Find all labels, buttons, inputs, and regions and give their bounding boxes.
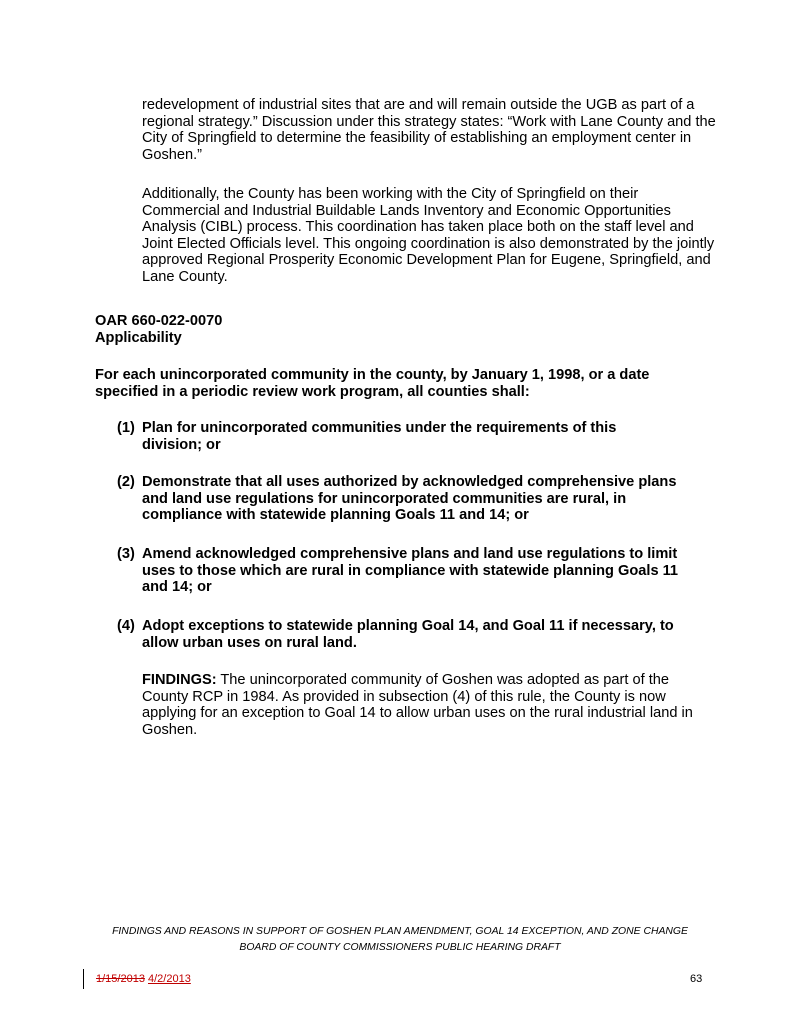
list-item-text: Adopt exceptions to statewide planning Goal 14, and Goal 11 if necessary, to allow urban uses on rural land. — [142, 618, 674, 651]
rule-intro: For each unincorporated community in the county, by January 1, 1998, or a date specified in a periodic review work program, all counties shall: — [95, 367, 650, 400]
revision-bar — [83, 969, 84, 989]
list-item — [117, 618, 717, 651]
findings-paragraph — [142, 672, 712, 738]
list-item — [117, 420, 717, 453]
footer-title-line: FINDINGS AND REASONS IN SUPPORT OF GOSHEN PLAN AMENDMENT, GOAL 14 EXCEPTION, AND ZONE CHANGE — [112, 926, 688, 937]
footer-subtitle-line: BOARD OF COUNTY COMMISSIONERS PUBLIC HEARING DRAFT — [239, 942, 561, 953]
list-item — [117, 474, 717, 524]
findings-text: The unincorporated community of Goshen was adopted as part of the County RCP in 1984. As provided in subsection (4) of this rule, the County is now applying for an exception to Goal 14 to allow urban uses on the rural industrial land in Goshen. — [142, 672, 693, 738]
list-item — [117, 546, 717, 596]
paragraph-cibl-coordination: Additionally, the County has been working with the City of Springfield on their Commercial and Industrial Buildable Lands Inventory and Economic Opportunities Analysis (CIBL) process. This coordination has taken place both on the staff level and Joint Elected Officials level. This ongoing coordination is also demonstrated by the jointly approved Regional Prosperity Economic Development Plan for Eugene, Springfield, and Lane County. — [142, 186, 715, 285]
list-item-text: Amend acknowledged comprehensive plans and land use regulations to limit uses to those which are rural in compliance with statewide planning Goals 11 and 14; or — [142, 546, 679, 596]
deleted-date: 1/15/2013 — [96, 973, 145, 985]
rule-number-heading: OAR 660-022-0070 — [95, 313, 223, 329]
list-item-text: Plan for unincorporated communities under the requirements of this division; or — [142, 420, 617, 453]
findings-label: FINDINGS: — [142, 672, 217, 688]
list-item-number: (1) — [117, 420, 135, 436]
list-item-number: (4) — [117, 618, 135, 634]
footer-revision-date — [96, 973, 191, 985]
paragraph-regional-strategy: redevelopment of industrial sites that are and will remain outside the UGB as part of a regional strategy.” Discussion under this strategy states: “Work with Lane County and the City of Springfield to determine the feasibility of establishing an employment center in Goshen.” — [142, 97, 716, 163]
inserted-date: 4/2/2013 — [148, 973, 191, 985]
page-number: 63 — [690, 973, 703, 985]
rule-title-heading: Applicability — [95, 330, 182, 346]
list-item-text: Demonstrate that all uses authorized by acknowledged comprehensive plans and land use regulations for unincorporated communities are rural, in compliance with statewide planning Goals 11 and 14; or — [142, 474, 677, 524]
list-item-number: (2) — [117, 474, 135, 490]
list-item-number: (3) — [117, 546, 135, 562]
